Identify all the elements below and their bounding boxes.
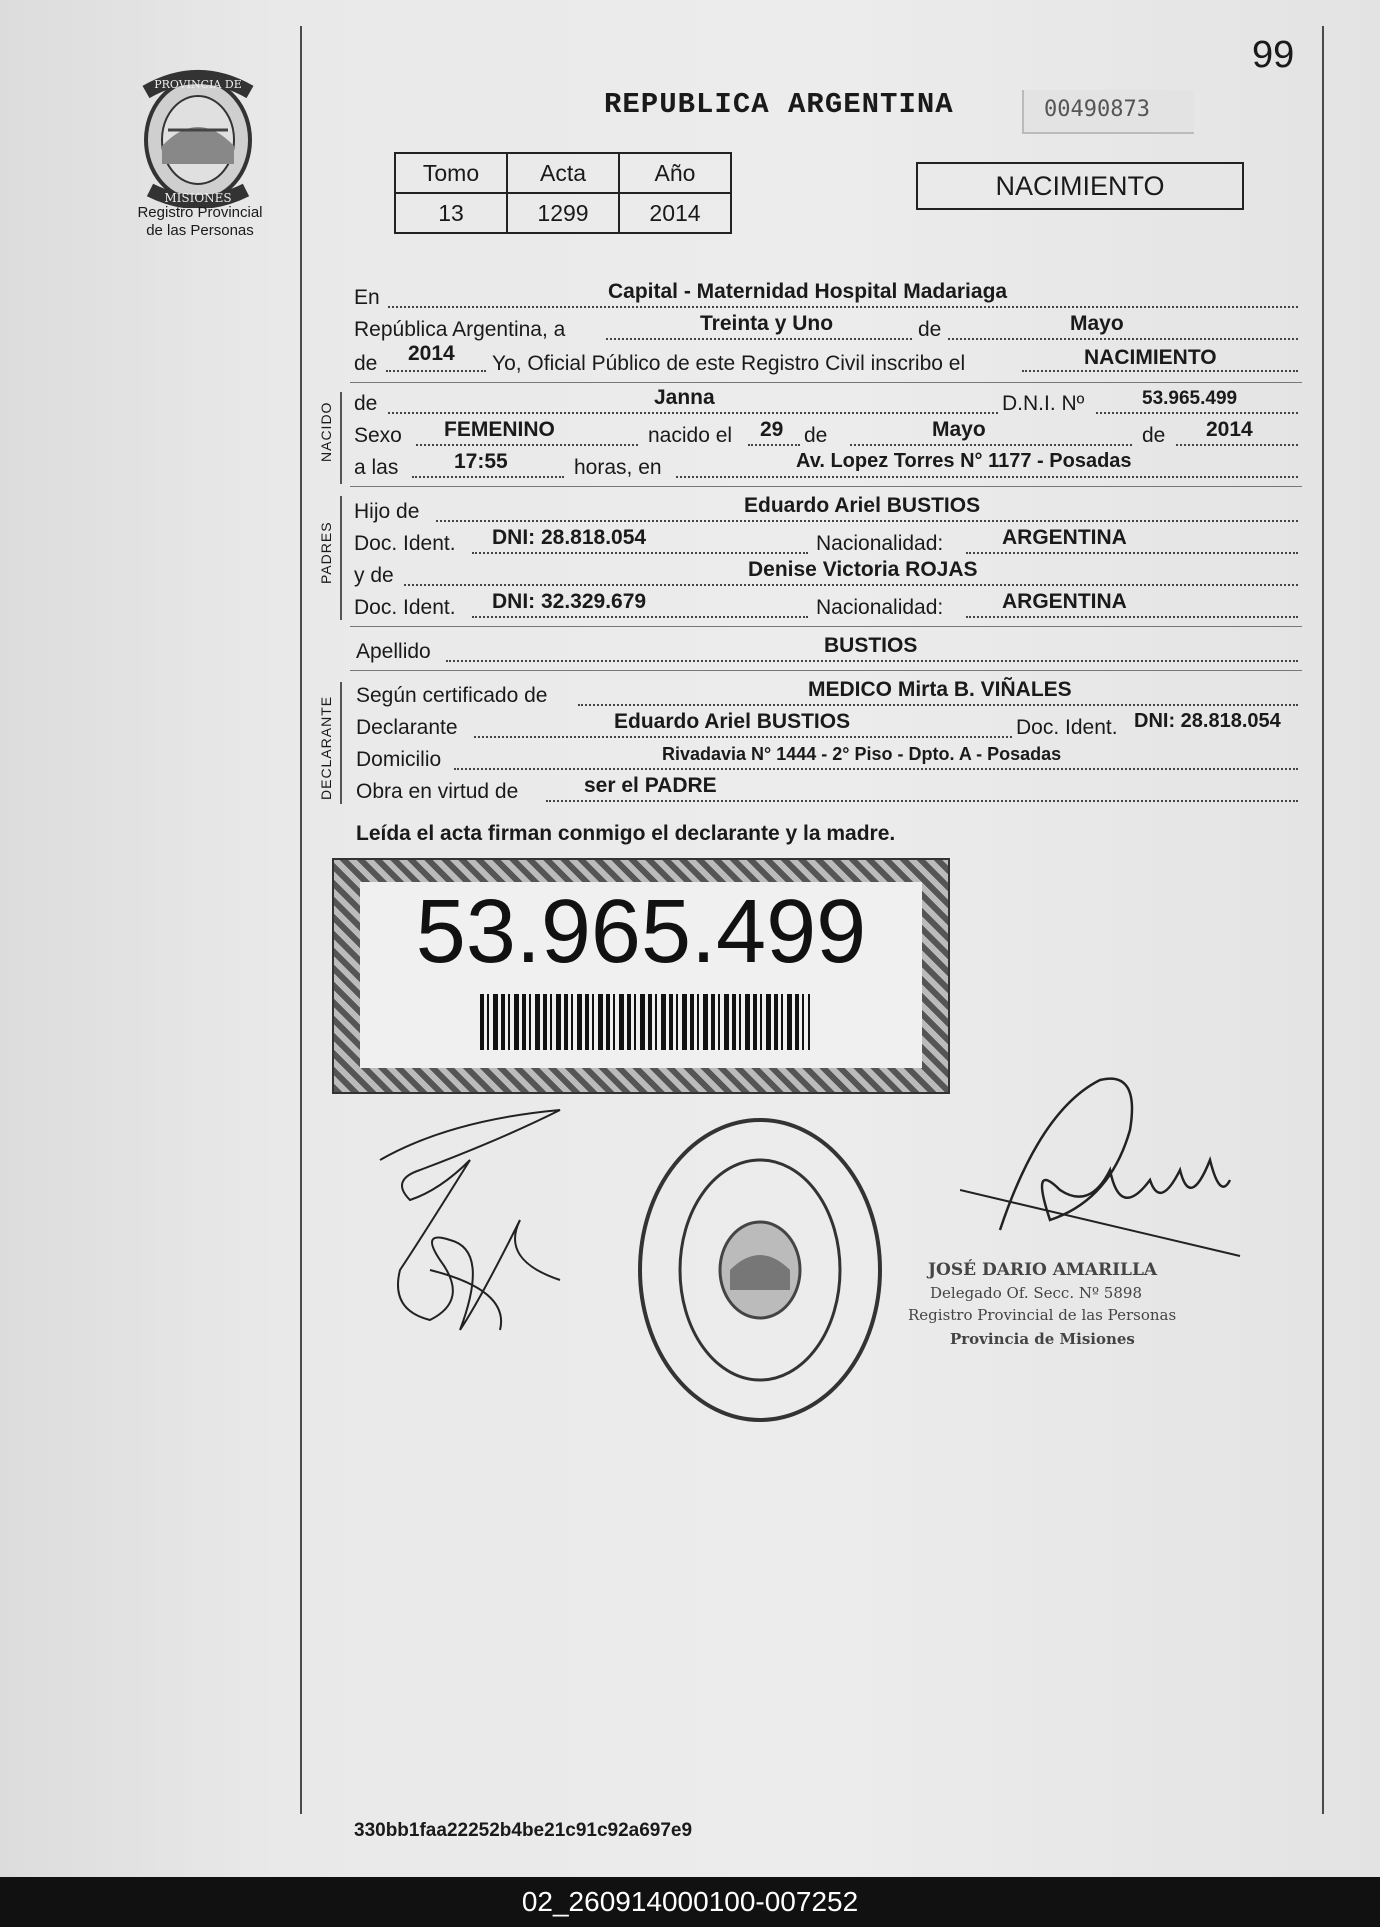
dotted-line (748, 444, 800, 446)
padre-nac-value: ARGENTINA (1002, 526, 1127, 549)
nacido-anio-value: 2014 (1206, 418, 1253, 441)
logo-bottom-text: MISIONES (164, 191, 232, 205)
dni-sticker-inner (360, 882, 922, 1068)
declarante-doc-label: Doc. Ident. (1016, 716, 1118, 739)
dotted-line (412, 476, 564, 478)
dotted-line (948, 338, 1298, 340)
nacido-section-label: NACIDO (318, 401, 334, 462)
de2-label: de (354, 352, 378, 375)
dotted-line (416, 444, 638, 446)
y-de-label: y de (354, 564, 394, 587)
nacido-el-label: nacido el (648, 424, 733, 447)
alas-label: a las (354, 456, 399, 479)
declarante-doc-value: DNI: 28.818.054 (1134, 710, 1281, 732)
dni-value: 53.965.499 (1142, 388, 1238, 409)
registrar-signature-icon (960, 1070, 1250, 1270)
nacido-de-label: de (354, 392, 378, 415)
declarante-value: Eduardo Ariel BUSTIOS (614, 710, 851, 733)
provincia-de-misiones-seal-icon (128, 68, 268, 208)
padre-doc-value: DNI: 28.818.054 (492, 526, 647, 549)
dotted-line (1176, 444, 1298, 446)
republica-label: República Argentina, a (354, 318, 566, 341)
hora-value: 17:55 (454, 450, 508, 473)
table-value-row (395, 193, 731, 233)
madre-doc-value: DNI: 32.329.679 (492, 590, 647, 613)
nacido-dia-value: 29 (760, 418, 784, 441)
nacido-de3-label: de (1142, 424, 1166, 447)
en-label: En (354, 286, 380, 309)
domicilio-label: Domicilio (356, 748, 442, 771)
table-header-row (395, 153, 731, 193)
registro-line2: de las Personas (146, 222, 254, 239)
document-hash: 330bb1faa22252b4be21c91c92a697e9 (354, 1820, 693, 1841)
madre-nac-value: ARGENTINA (1002, 590, 1127, 613)
section-divider (350, 486, 1302, 487)
nacido-mes-value: Mayo (932, 418, 986, 441)
section-bracket (340, 682, 342, 804)
document-type-box: NACIMIENTO (916, 162, 1244, 210)
section-divider (350, 626, 1302, 627)
madre-nac-label: Nacionalidad: (816, 596, 944, 619)
sexo-label: Sexo (354, 424, 402, 447)
obra-value: ser el PADRE (584, 774, 717, 797)
madre-value: Denise Victoria ROJAS (748, 558, 978, 581)
horas-en-label: horas, en (574, 456, 662, 479)
dotted-line (606, 338, 912, 340)
dia-value: Treinta y Uno (700, 312, 834, 335)
dni-label: D.N.I. Nº (1002, 392, 1085, 415)
section-divider (350, 670, 1302, 671)
padre-value: Eduardo Ariel BUSTIOS (744, 494, 981, 517)
value-tomo: 13 (395, 193, 507, 233)
dotted-line (454, 768, 1298, 770)
header-anio: Año (619, 153, 731, 193)
dotted-line (436, 520, 1298, 522)
dotted-line (1022, 370, 1298, 372)
declarante-signature-icon (360, 1100, 660, 1350)
nacido-de2-label: de (804, 424, 828, 447)
sexo-value: FEMENINO (444, 418, 555, 441)
stamp-line4: Provincia de Misiones (950, 1330, 1135, 1348)
value-anio: 2014 (619, 193, 731, 233)
registro-label (120, 204, 280, 240)
official-seal-stamp-icon (630, 1110, 890, 1430)
dotted-line (404, 584, 1298, 586)
leida-statement: Leída el acta firman conmigo el declarante y la madre. (356, 822, 896, 845)
dni-sticker (332, 858, 950, 1094)
header-tomo: Tomo (395, 153, 507, 193)
mes-value: Mayo (1070, 312, 1124, 335)
de-label: de (918, 318, 942, 341)
madre-doc-label: Doc. Ident. (354, 596, 456, 619)
document-title: REPUBLICA ARGENTINA (604, 88, 954, 121)
apellido-value: BUSTIOS (824, 634, 918, 657)
dotted-line (474, 736, 1012, 738)
left-margin-rule (300, 26, 302, 1814)
dotted-line (966, 552, 1298, 554)
section-bracket (340, 392, 342, 484)
right-margin-rule (1322, 26, 1324, 1814)
value-acta: 1299 (507, 193, 619, 233)
declarante-label: Declarante (356, 716, 458, 739)
declarante-section-label: DECLARANTE (318, 695, 334, 800)
dotted-line (676, 476, 1298, 478)
dotted-line (472, 616, 808, 618)
stamp-name: JOSÉ DARIO AMARILLA (928, 1260, 1158, 1280)
dotted-line (966, 616, 1298, 618)
dotted-line (1096, 412, 1298, 414)
section-divider (350, 382, 1302, 383)
segun-label: Según certificado de (356, 684, 548, 707)
dotted-line (388, 412, 998, 414)
dotted-line (388, 306, 1298, 308)
serial-number: 00490873 (1022, 90, 1194, 134)
dotted-line (472, 552, 808, 554)
dotted-line (578, 704, 1298, 706)
section-bracket (340, 496, 342, 620)
certificado-value: MEDICO Mirta B. VIÑALES (808, 678, 1072, 701)
dotted-line (850, 444, 1132, 446)
page-number: 99 (1252, 34, 1295, 76)
hijo-de-label: Hijo de (354, 500, 420, 523)
anio-value: 2014 (408, 342, 455, 365)
padres-section-label: PADRES (318, 521, 334, 584)
scan-footer: 02_260914000100-007252 (0, 1877, 1380, 1927)
lugar-value: Av. Lopez Torres N° 1177 - Posadas (796, 450, 1132, 472)
en-value: Capital - Maternidad Hospital Madariaga (608, 280, 1008, 303)
barcode-icon (480, 994, 810, 1050)
stamp-line2: Delegado Of. Secc. Nº 5898 (930, 1284, 1142, 1302)
dni-sticker-number: 53.965.499 (415, 882, 867, 982)
inscribe-value: NACIMIENTO (1084, 346, 1217, 369)
dotted-line (446, 660, 1298, 662)
padre-nac-label: Nacionalidad: (816, 532, 944, 555)
domicilio-value: Rivadavia N° 1444 - 2° Piso - Dpto. A - Posadas (662, 744, 1062, 764)
apellido-label: Apellido (356, 640, 431, 663)
tomo-acta-anio-table (394, 152, 732, 234)
logo-arc-text: PROVINCIA DE (154, 78, 242, 91)
header-acta: Acta (507, 153, 619, 193)
nombre-value: Janna (654, 386, 715, 409)
padre-doc-label: Doc. Ident. (354, 532, 456, 555)
obra-label: Obra en virtud de (356, 780, 519, 803)
stamp-line3: Registro Provincial de las Personas (908, 1306, 1177, 1324)
registro-line1: Registro Provincial (137, 204, 263, 221)
dotted-line (386, 370, 486, 372)
dotted-line (546, 800, 1298, 802)
oficial-text: Yo, Oficial Público de este Registro Civil inscribo el (492, 352, 966, 375)
